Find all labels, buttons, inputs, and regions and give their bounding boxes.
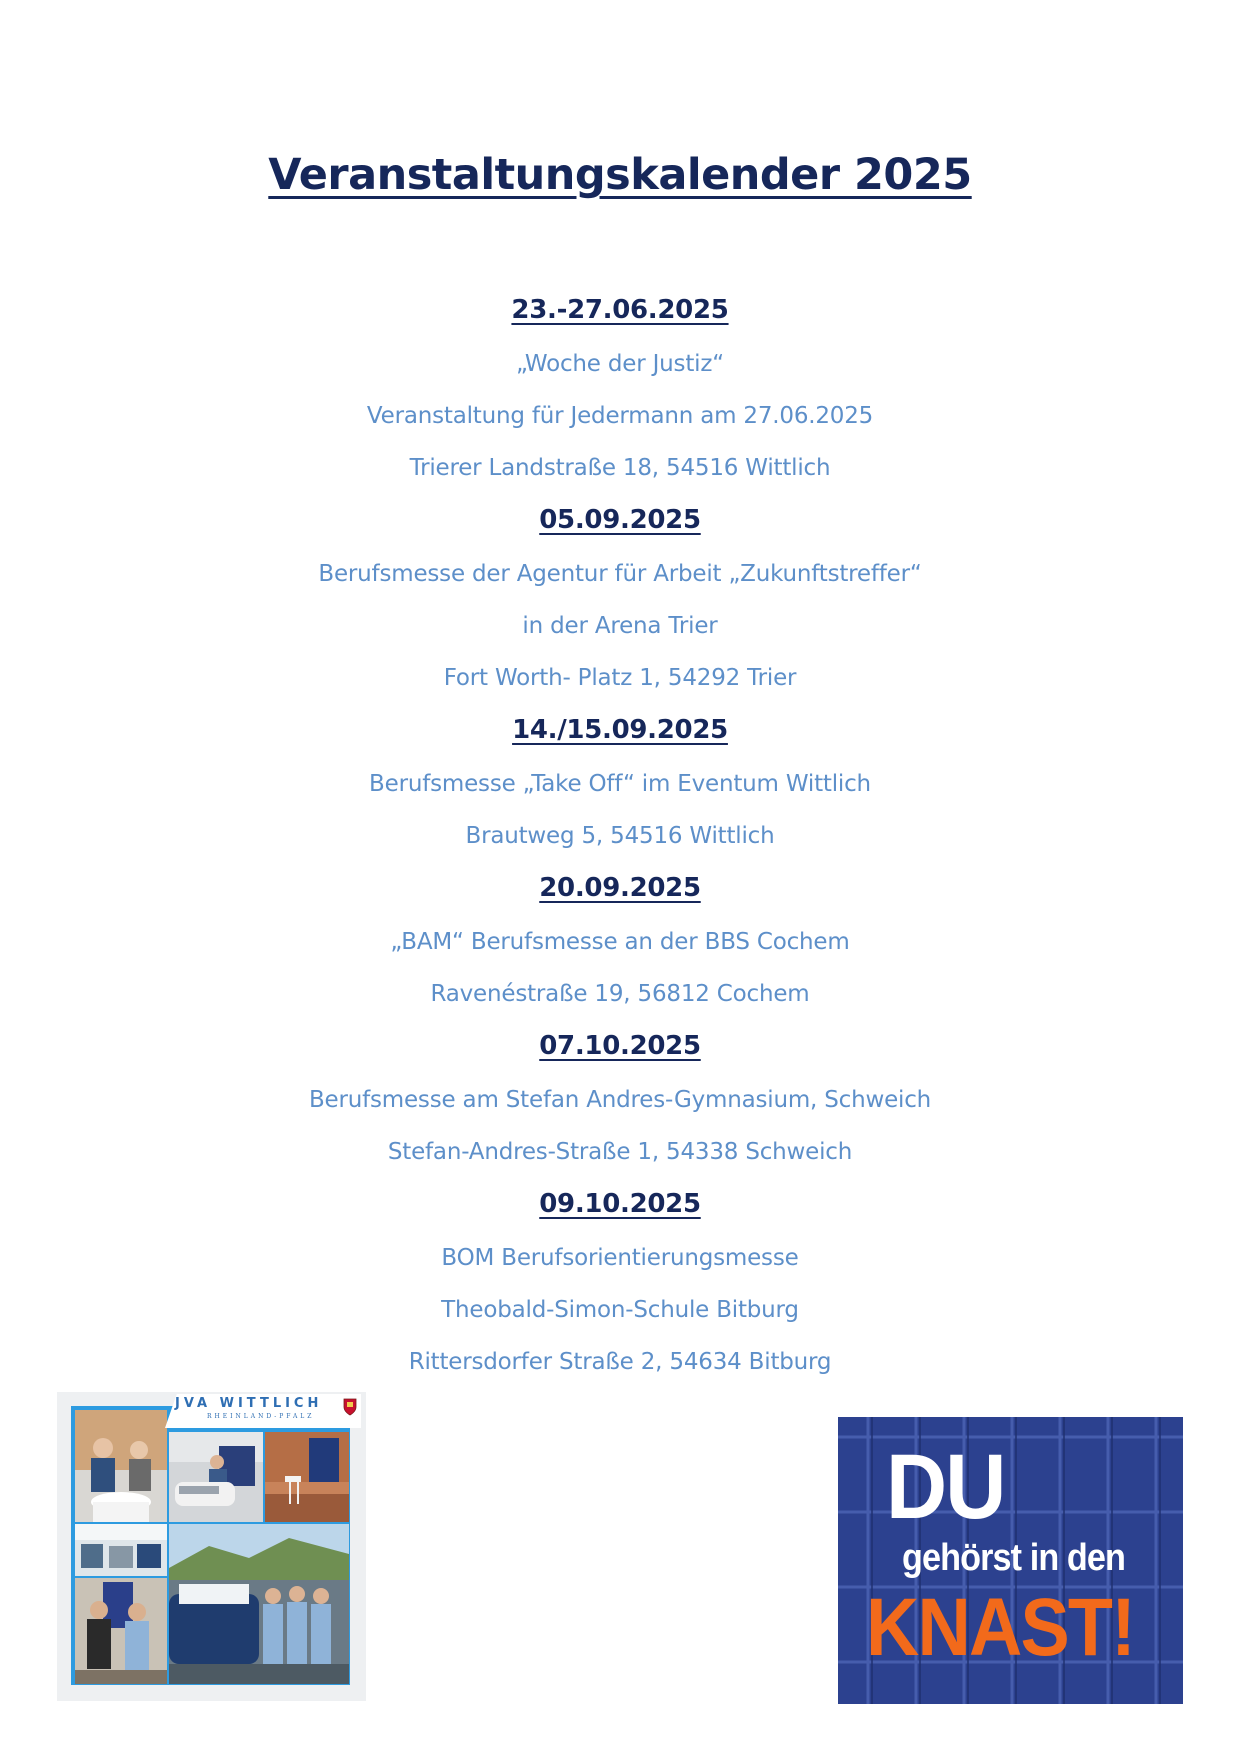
event-detail-line: BOM Berufsorientierungsmesse bbox=[441, 1245, 799, 1271]
event-detail-line: Ravenéstraße 19, 56812 Cochem bbox=[430, 981, 810, 1007]
event-date: 07.10.2025 bbox=[539, 1031, 701, 1061]
event-date: 23.-27.06.2025 bbox=[511, 295, 729, 325]
event-detail-line: Brautweg 5, 54516 Wittlich bbox=[465, 823, 775, 849]
event-detail-line: „Woche der Justiz“ bbox=[516, 351, 724, 377]
crest-icon bbox=[343, 1398, 357, 1416]
event-detail-line: Veranstaltung für Jedermann am 27.06.2025 bbox=[366, 403, 874, 429]
event-date: 14./15.09.2025 bbox=[512, 715, 728, 745]
collage-logo-subtext: RHEINLAND-PFALZ bbox=[207, 1413, 315, 1420]
collage-photo-hall bbox=[75, 1524, 167, 1576]
event-detail-line: Berufsmesse am Stefan Andres-Gymnasium, Schweich bbox=[308, 1087, 932, 1113]
knast-promo-image bbox=[838, 1417, 1183, 1704]
jva-collage-image bbox=[57, 1392, 366, 1701]
collage-photo-booth bbox=[75, 1410, 167, 1522]
promo-line-gehoerst: gehörst in den bbox=[902, 1537, 1126, 1579]
event-detail-line: „BAM“ Berufsmesse an der BBS Cochem bbox=[390, 929, 850, 955]
event-detail-line: Trierer Landstraße 18, 54516 Wittlich bbox=[409, 455, 831, 481]
collage-photo-officers bbox=[169, 1524, 349, 1684]
event-detail-line: in der Arena Trier bbox=[522, 613, 718, 639]
collage-photo-pair bbox=[75, 1578, 167, 1684]
event-detail-line: Berufsmesse der Agentur für Arbeit „Zukunftstreffer“ bbox=[318, 561, 922, 587]
event-detail-line: Berufsmesse „Take Off“ im Eventum Wittlich bbox=[369, 771, 871, 797]
promo-line-knast: KNAST! bbox=[866, 1582, 1134, 1673]
event-detail-line: Theobald-Simon-Schule Bitburg bbox=[441, 1297, 799, 1323]
event-detail-line: Stefan-Andres-Straße 1, 54338 Schweich bbox=[387, 1139, 853, 1165]
event-date: 20.09.2025 bbox=[539, 873, 701, 903]
event-detail-line: Rittersdorfer Straße 2, 54634 Bitburg bbox=[408, 1349, 832, 1375]
event-detail-line: Fort Worth- Platz 1, 54292 Trier bbox=[443, 665, 797, 691]
collage-logo-text: JVA WITTLICH bbox=[175, 1396, 323, 1411]
event-date: 09.10.2025 bbox=[539, 1189, 701, 1219]
collage-photo-stand bbox=[169, 1432, 263, 1522]
event-list bbox=[0, 290, 1240, 1394]
promo-line-du: DU bbox=[886, 1436, 1005, 1538]
collage-photo-room bbox=[265, 1432, 349, 1522]
event-date: 05.09.2025 bbox=[539, 505, 701, 535]
page-title: Veranstaltungskalender 2025 bbox=[268, 150, 972, 200]
